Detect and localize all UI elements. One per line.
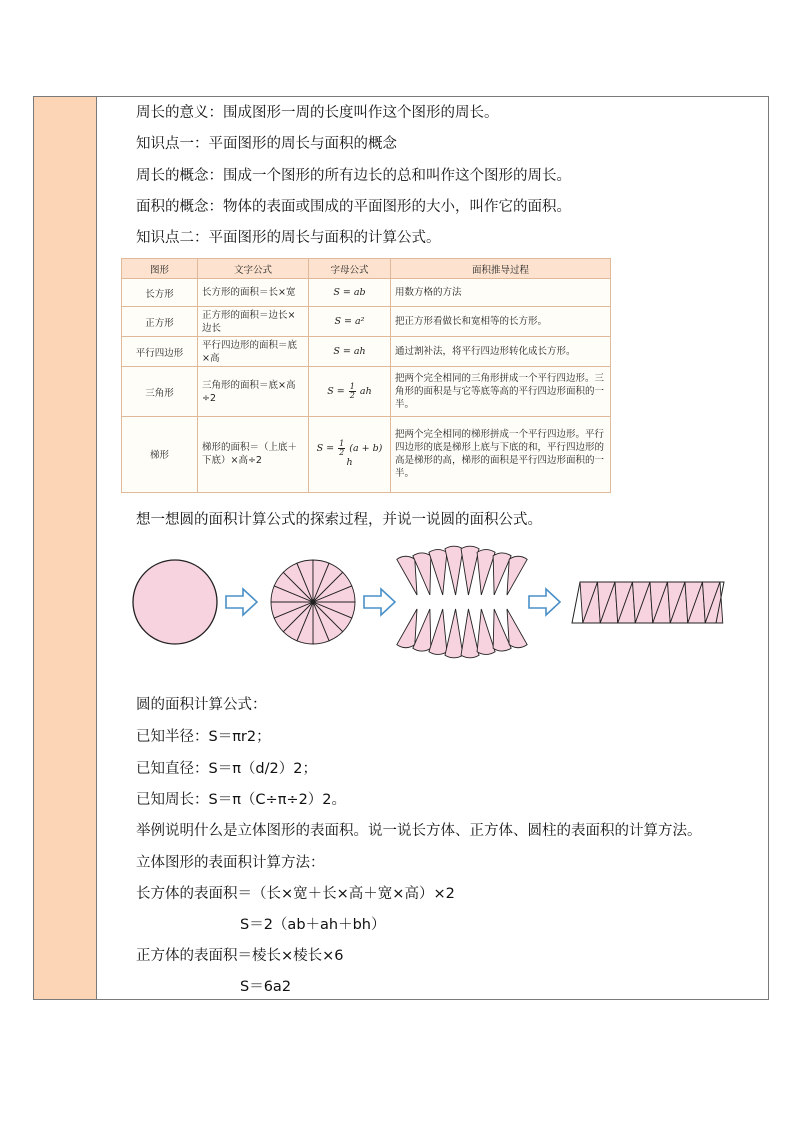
whole-circle — [133, 560, 217, 644]
table-header-row — [122, 259, 611, 279]
fraction-denominator: 2 — [349, 391, 355, 401]
text-line-1: 周长的意义：围成图形一周的长度叫作这个图形的周长。 — [136, 105, 499, 121]
text-line-16: S＝6a2 — [240, 979, 292, 995]
shape-cell: 正方形 — [122, 307, 198, 337]
text-formula-cell: 正方形的面积＝边长×边长 — [198, 307, 309, 337]
text-line-7: 圆的面积计算公式： — [136, 697, 267, 713]
opened-sector — [477, 550, 495, 595]
formula-table — [121, 258, 611, 493]
letter-formula-cell: S = ah — [309, 337, 391, 367]
table-header-cell: 面积推导过程 — [391, 259, 611, 279]
opened-sectors — [397, 546, 527, 658]
fraction — [338, 440, 345, 457]
arrow-icon — [529, 589, 560, 615]
derivation-cell: 把两个完全相同的梯形拼成一个平行四边形。平行四边形的底是梯形上底与下底的和，平行四边形的高是梯形的高，梯形的面积是平行四边形面积的一半。 — [391, 416, 611, 492]
derivation-cell: 把正方形看做长和宽相等的长方形。 — [391, 307, 611, 337]
text-formula-cell: 长方形的面积＝长×宽 — [198, 279, 309, 307]
opened-sector — [461, 609, 479, 658]
rearranged-parallelogram — [572, 582, 724, 623]
table-row — [122, 367, 611, 416]
text-line-15: 正方体的表面积＝棱长×棱长×6 — [136, 948, 344, 964]
arrow-icon — [364, 589, 395, 615]
opened-sector — [445, 609, 463, 658]
table-row — [122, 416, 611, 492]
table-row — [122, 337, 611, 367]
text-line-9: 已知直径：S＝π（d/2）2； — [136, 761, 317, 777]
text-line-4: 面积的概念：物体的表面或围成的平面图形的大小，叫作它的面积。 — [136, 199, 571, 215]
formula-prefix: S = — [327, 386, 345, 398]
table-row — [122, 279, 611, 307]
formula-suffix: (a + b) h — [346, 443, 383, 469]
opened-sector — [477, 609, 495, 654]
fraction — [349, 383, 356, 400]
circle-area-diagram — [132, 537, 792, 667]
text-line-3: 周长的概念：围成一个图形的所有边长的总和叫作这个图形的周长。 — [136, 168, 571, 184]
letter-formula-cell: S = ab — [309, 279, 391, 307]
fraction-numerator: 1 — [339, 439, 345, 449]
table-row — [122, 307, 611, 337]
table-header-cell: 字母公式 — [309, 259, 391, 279]
text-line-8: 已知半径：S＝πr2； — [136, 729, 271, 745]
fraction-numerator: 1 — [349, 382, 355, 392]
letter-formula-cell — [309, 367, 391, 416]
formula-prefix: S = — [316, 443, 335, 455]
opened-sector — [507, 556, 527, 595]
table-header-cell: 文字公式 — [198, 259, 309, 279]
text-line-2: 知识点一：平面图形的周长与面积的概念 — [136, 136, 397, 152]
derivation-cell: 通过割补法，将平行四边形转化成长方形。 — [391, 337, 611, 367]
letter-formula-cell: S = a² — [309, 307, 391, 337]
text-line-6: 想一想圆的面积计算公式的探索过程，并说一说圆的面积公式。 — [136, 512, 542, 528]
opened-sector — [429, 550, 447, 595]
shape-cell: 平行四边形 — [122, 337, 198, 367]
content-frame — [33, 96, 769, 1000]
formula-suffix: ah — [359, 386, 372, 398]
opened-sector — [445, 546, 463, 595]
shape-cell: 长方形 — [122, 279, 198, 307]
text-formula-cell: 梯形的面积＝（上底＋下底）×高÷2 — [198, 416, 309, 492]
opened-sector — [429, 609, 447, 654]
text-formula-cell: 三角形的面积＝底×高÷2 — [198, 367, 309, 416]
text-line-5: 知识点二：平面图形的周长与面积的计算公式。 — [136, 230, 441, 246]
text-line-12: 立体图形的表面积计算方法： — [136, 855, 325, 871]
fraction-denominator: 2 — [339, 448, 345, 458]
text-line-14: S＝2（ab＋ah＋bh） — [240, 917, 386, 933]
opened-sector — [507, 609, 527, 648]
content-cell — [97, 97, 768, 999]
text-line-11: 举例说明什么是立体图形的表面积。说一说长方体、正方体、圆柱的表面积的计算方法。 — [136, 823, 702, 839]
text-line-13: 长方体的表面积＝（长×宽＋长×高＋宽×高）×2 — [136, 886, 455, 902]
opened-sector — [397, 609, 417, 648]
derivation-cell: 把两个完全相同的三角形拼成一个平行四边形。三角形的面积是与它等底等高的平行四边形面积的一半。 — [391, 367, 611, 416]
shape-cell: 三角形 — [122, 367, 198, 416]
derivation-cell: 用数方格的方法 — [391, 279, 611, 307]
sectored-circle — [271, 560, 355, 644]
letter-formula-cell — [309, 416, 391, 492]
shape-cell: 梯形 — [122, 416, 198, 492]
text-line-10: 已知周长：S＝π（C÷π÷2）2。 — [136, 792, 347, 808]
opened-sector — [461, 546, 479, 595]
opened-sector — [397, 556, 417, 595]
arrow-icon — [226, 589, 257, 615]
left-sidebar-column — [34, 97, 97, 999]
table-header-cell: 图形 — [122, 259, 198, 279]
text-formula-cell: 平行四边形的面积＝底×高 — [198, 337, 309, 367]
